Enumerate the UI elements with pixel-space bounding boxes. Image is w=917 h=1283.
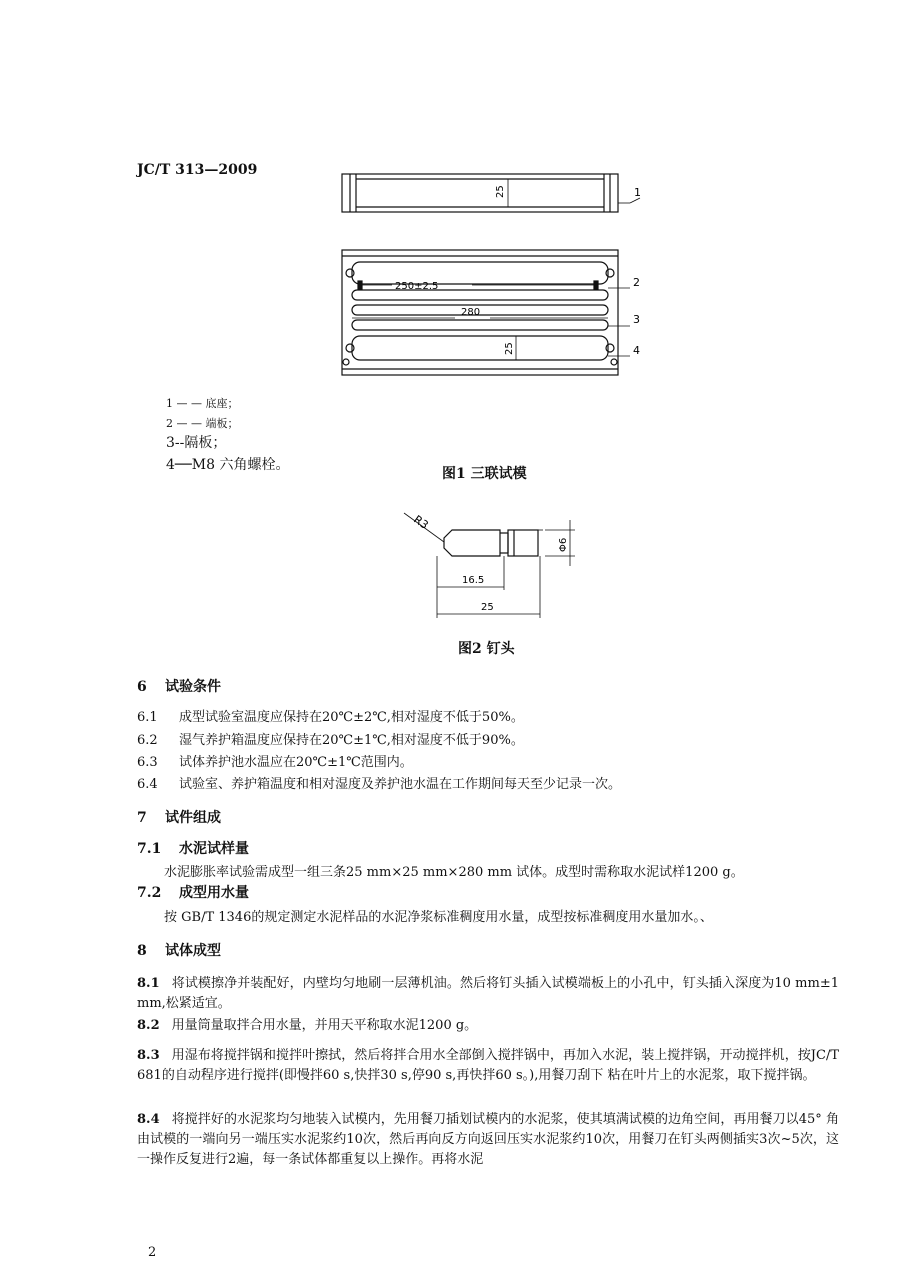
clause-number: 6.4 <box>137 777 158 792</box>
figure1-caption: 图1 三联试模 <box>442 466 527 482</box>
dim-radius: R3 <box>411 512 431 532</box>
clause-8-1 <box>137 974 839 1014</box>
dim-diameter: Φ6 <box>558 537 569 552</box>
clause-text: 将搅拌好的水泥浆均匀地装入试模内，先用餐刀插划试模内的水泥浆，使其填满试模的边角空间，再用餐刀以45° 角由试模的一端向另一端压实水泥浆约10次，然后再向反方向返回压实水泥浆约10次，用餐刀在钉头两侧插实3次~5次，这一操作反复进行2遍，每一条试体都重复以上操作。再将水泥 <box>137 1112 839 1167</box>
section-6-heading <box>137 676 221 696</box>
section-number: 8 <box>137 943 147 959</box>
clause-number: 7.1 <box>137 841 162 857</box>
section-8-heading <box>137 940 221 960</box>
clause-number: 8.1 <box>137 976 160 991</box>
section-title: 试件组成 <box>165 810 221 826</box>
clause-number: 6.2 <box>137 733 158 748</box>
dim-height-bottom: 25 <box>504 342 515 355</box>
clause-number: 8.3 <box>137 1048 160 1063</box>
clause-text: 试验室、养护箱温度和相对湿度及养护池水温在工作期间每天至少记录一次。 <box>179 777 622 792</box>
clause-text: 成型试验室温度应保持在20℃±2℃,相对湿度不低于50%。 <box>179 710 524 725</box>
section-number: 6 <box>137 679 147 695</box>
callout-3: 3 <box>633 313 640 326</box>
callout-1: 1 <box>634 186 641 199</box>
clause-number: 8.2 <box>137 1018 160 1033</box>
dim-length-25: 25 <box>481 602 494 613</box>
legend-item-4: 4──M8 六角螺栓。 <box>166 457 290 473</box>
figure1-drawing <box>342 174 640 375</box>
callout-4: 4 <box>633 344 640 357</box>
document-id: JC/T 313—2009 <box>137 162 258 178</box>
clause-6-3 <box>137 751 413 770</box>
clause-8-2 <box>137 1016 839 1036</box>
clause-7-2-text: 按 GB/T 1346的规定测定水泥样品的水泥净浆标准稠度用水量，成型按标准稠度用水量加水。、 <box>164 910 713 925</box>
page-number: 2 <box>148 1245 157 1260</box>
clause-6-4 <box>137 773 621 792</box>
dim-height-top: 25 <box>495 185 506 198</box>
clause-6-2 <box>137 729 524 748</box>
clause-number: 7.2 <box>137 885 162 901</box>
section-title: 试验条件 <box>165 679 221 695</box>
legend-item-2: 2 — — 端板； <box>166 417 239 430</box>
clause-6-1 <box>137 706 524 725</box>
clause-7-2-heading <box>137 882 249 902</box>
clause-title: 成型用水量 <box>179 885 249 901</box>
clause-7-1-heading <box>137 838 249 858</box>
section-number: 7 <box>137 810 147 826</box>
clause-8-4 <box>137 1110 839 1170</box>
legend-item-1: 1 — — 底座； <box>166 397 239 410</box>
clause-text: 湿气养护箱温度应保持在20℃±1℃,相对湿度不低于90%。 <box>179 733 524 748</box>
clause-number: 6.3 <box>137 755 158 770</box>
clause-text: 试体养护池水温应在20℃±1℃范围内。 <box>179 755 413 770</box>
clause-text: 将试模擦净并装配好，内壁均匀地刷一层薄机油。然后将钉头插入试模端板上的小孔中，钉头插入深度为10 mm±1 mm,松紧适宜。 <box>137 976 839 1011</box>
callout-2: 2 <box>633 276 640 289</box>
clause-title: 水泥试样量 <box>179 841 249 857</box>
clause-number: 6.1 <box>137 710 158 725</box>
dim-total-length: 280 <box>461 307 481 318</box>
legend-item-3: 3--隔板； <box>166 435 227 451</box>
dim-inner-length: 250±2.5 <box>395 281 439 292</box>
section-title: 试体成型 <box>165 943 221 959</box>
clause-text: 用湿布将搅拌锅和搅拌叶擦拭，然后将拌合用水全部倒入搅拌锅中，再加入水泥，装上搅拌锅，开动搅拌机，按JC/T 681的自动程序进行搅拌(即慢拌60 s,快拌30 s,停90 s,再快拌60 s。),用餐刀刮下 粘在叶片上的水泥浆，取下搅拌锅。 <box>137 1048 839 1083</box>
clause-text: 用量筒量取拌合用水量，并用天平称取水泥1200 g。 <box>171 1018 478 1033</box>
section-7-heading <box>137 807 221 827</box>
dim-length-16-5: 16.5 <box>462 575 485 586</box>
clause-8-3 <box>137 1046 839 1086</box>
figure2-caption: 图2 钉头 <box>458 641 515 657</box>
clause-7-1-text: 水泥膨胀率试验需成型一组三条25 mm×25 mm×280 mm 试体。成型时需称取水泥试样1200 g。 <box>164 865 744 880</box>
clause-number: 8.4 <box>137 1112 160 1127</box>
